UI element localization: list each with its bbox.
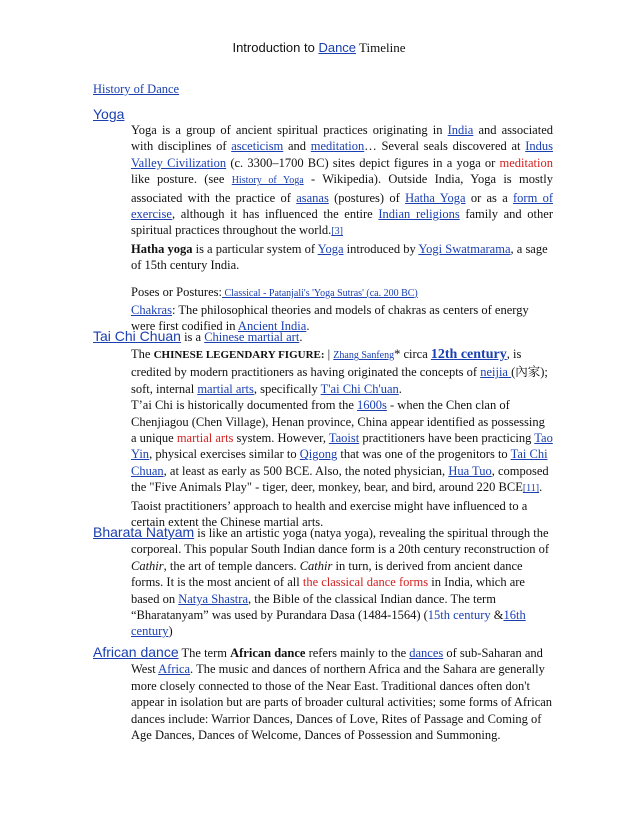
- inline-link[interactable]: Taoist: [328, 431, 360, 446]
- inline-link[interactable]: India: [447, 123, 474, 137]
- taichi-intro: [181, 330, 303, 344]
- inline-link[interactable]: meditation: [310, 139, 365, 154]
- inline-link[interactable]: Yoga: [317, 241, 344, 256]
- inline-link[interactable]: Tai Chi Chuan: [131, 447, 548, 478]
- italic-text: Cathir: [131, 558, 164, 573]
- text-run: |: [324, 347, 334, 361]
- text-run: (c. 3300–1700 BC) sites depict figures in a yoga or: [226, 155, 500, 170]
- inline-link[interactable]: Hua Tuo: [448, 463, 492, 478]
- text-run: that was one of the progenitors to: [337, 447, 511, 462]
- inline-link[interactable]: Classical - Patanjali's 'Yoga Sutras' (ca. 200 BC): [221, 287, 418, 299]
- text-run: - when the Chen clan of Chenjiagou (Chen Village), Henan province, China appear identified as possessing a unique: [131, 398, 545, 446]
- inline-link[interactable]: [3]: [331, 226, 343, 238]
- text-run: , at least as early as 500 BCE. Also, the noted physician,: [163, 463, 449, 478]
- text-run: introduced by: [343, 241, 419, 256]
- inline-link[interactable]: 12th century: [430, 347, 507, 362]
- page-title: [0, 40, 638, 56]
- inline-link[interactable]: History of Yoga: [231, 175, 304, 187]
- text-run: . Taoist practitioners’ approach to health and exercise might have influenced to a certain extent the Chinese martial arts.: [131, 480, 543, 530]
- inline-link[interactable]: 16th century: [131, 608, 526, 639]
- african-paragraph: [93, 644, 553, 743]
- taichi-heading[interactable]: Tai Chi Chuan: [93, 328, 181, 344]
- inline-link[interactable]: asanas: [296, 190, 329, 205]
- text-run: * circa: [394, 347, 431, 361]
- text-run: ): [168, 624, 173, 639]
- inline-link[interactable]: Zhang Sanfeng: [333, 350, 395, 361]
- text-run: is a particular system of: [192, 241, 318, 256]
- bold-text: CHINESE LEGENDARY FIGURE:: [153, 349, 325, 361]
- taichi-paragraph-1: [131, 346, 553, 397]
- inline-link[interactable]: Chakras: [131, 303, 172, 318]
- dance-link[interactable]: Dance: [318, 40, 357, 55]
- inline-link[interactable]: Tao Yin: [131, 431, 553, 462]
- yoga-paragraph-1: [131, 122, 553, 241]
- bold-text: Hatha yoga: [131, 241, 193, 256]
- text-run: (內家); soft, internal: [131, 365, 548, 396]
- yoga-poses: [131, 284, 553, 302]
- inline-link[interactable]: Qigong: [299, 447, 338, 462]
- african-section: [93, 644, 553, 743]
- inline-link[interactable]: Chinese martial art: [204, 330, 300, 344]
- inline-link[interactable]: dances: [409, 646, 444, 660]
- text-run: and associated with disciplines of: [131, 123, 553, 154]
- history-of-dance-link[interactable]: History of Dance: [93, 82, 180, 96]
- text-run: .: [299, 330, 303, 344]
- italic-text: Cathir: [299, 558, 333, 573]
- inline-link[interactable]: asceticism: [231, 139, 284, 154]
- text-run: , physical exercises similar to: [149, 447, 300, 462]
- text-run: like posture. (see: [131, 172, 232, 187]
- inline-link[interactable]: Natya Shastra: [178, 591, 248, 606]
- text-run: refers mainly to the: [305, 646, 410, 660]
- inline-link[interactable]: martial arts: [197, 381, 254, 396]
- text-run: . The music and dances of northern Africa and the Sahara are generally more closely connected to those of the Near East. Traditional dances often don't appear in isolation but are parts of broader cultural activities; some forms of African dances include: Warrior Dances, Dances of Love, Rites of Passage and Coming of Age Dances, Dances of Welcome, Dances of Possession and Summoning.: [131, 662, 553, 743]
- inline-link[interactable]: Indian religions: [378, 207, 460, 222]
- text-run: , although it has influenced the entire: [171, 207, 379, 222]
- inline-link[interactable]: 1600s: [357, 398, 387, 413]
- bharata-section: [93, 524, 553, 640]
- text-run: .: [398, 381, 402, 396]
- highlight-text: meditation: [499, 155, 553, 170]
- text-run: , the Bible of the classical Indian dance. The term “Bharatanyam” was used by Purandara Dasa (1484-1564) (: [131, 591, 496, 623]
- bold-text: African dance: [230, 646, 306, 660]
- text-run: of sub-Saharan and West: [131, 646, 543, 677]
- text-run: is a: [180, 330, 205, 344]
- text-run: … Several seals discovered at: [364, 139, 526, 154]
- highlight-text: martial arts: [176, 431, 234, 446]
- inline-link[interactable]: [11]: [522, 483, 540, 495]
- bharata-text: [131, 526, 549, 638]
- text-run: system. However,: [233, 431, 329, 446]
- african-text: [131, 646, 552, 742]
- bharata-paragraph: [93, 524, 553, 640]
- text-run: family and other spiritual practices throughout the world.: [131, 207, 553, 238]
- blue-text: 15th century: [427, 608, 491, 623]
- text-run: , a sage of 15th century India.: [131, 241, 548, 273]
- inline-link[interactable]: Yogi Swatmarama: [418, 241, 511, 256]
- text-run: or as a: [465, 190, 514, 205]
- text-run: in India, which are based on: [131, 575, 525, 606]
- inline-link[interactable]: Africa: [158, 662, 191, 677]
- text-run: and: [283, 139, 311, 154]
- text-run: &: [490, 608, 504, 623]
- inline-link[interactable]: form of exercise: [131, 190, 553, 222]
- inline-link[interactable]: neijia: [480, 365, 512, 380]
- text-run: .: [306, 319, 310, 334]
- inline-link[interactable]: Ancient India: [237, 319, 307, 334]
- bharata-heading[interactable]: Bharata Natyam: [93, 524, 195, 540]
- text-run: Poses or Postures:: [131, 284, 222, 299]
- inline-link[interactable]: Indus Valley Civilization: [131, 139, 553, 170]
- yoga-paragraph-2: [131, 241, 553, 274]
- yoga-heading[interactable]: Yoga: [93, 106, 125, 122]
- text-run: in turn, is derived from ancient dance forms. It is the most ancient of all: [131, 558, 523, 590]
- text-run: Yoga is a group of ancient spiritual practices originating in: [131, 123, 448, 137]
- text-run: The: [131, 347, 154, 361]
- text-run: , composed the "Five Animals Play" - tiger, deer, monkey, bear, and bird, around 220 BCE: [131, 463, 549, 495]
- highlight-text: the classical dance forms: [302, 575, 429, 590]
- inline-link[interactable]: T'ai Chi Ch'uan: [320, 381, 399, 396]
- text-run: The term: [178, 646, 231, 660]
- african-heading[interactable]: African dance: [93, 644, 179, 660]
- title-prefix: Introduction to: [232, 40, 319, 55]
- title-suffix: Timeline: [356, 40, 406, 55]
- taichi-section: [93, 328, 553, 530]
- text-run: : The philosophical theories and models of chakras as centers of energy were first codified in: [131, 303, 529, 334]
- taichi-paragraph-2: [131, 397, 553, 530]
- text-run: (postures) of: [328, 190, 406, 205]
- text-run: T’ai Chi is historically documented from the: [131, 398, 357, 413]
- text-run: - Wikipedia). Outside India, Yoga is mostly associated with the practice of: [131, 172, 554, 205]
- inline-link[interactable]: Hatha Yoga: [405, 190, 466, 205]
- text-run: practitioners have been practicing: [359, 431, 535, 446]
- text-run: , the art of temple dancers.: [163, 558, 300, 573]
- text-run: , specifically: [253, 381, 321, 396]
- text-run: is like an artistic yoga (natya yoga), revealing the spiritual through the corporeal. This popular South Indian dance form is a 20th century reconstruction of: [131, 526, 550, 557]
- yoga-section: [93, 106, 553, 335]
- text-run: , is credited by modern practitioners as having originated the concepts of: [131, 347, 522, 380]
